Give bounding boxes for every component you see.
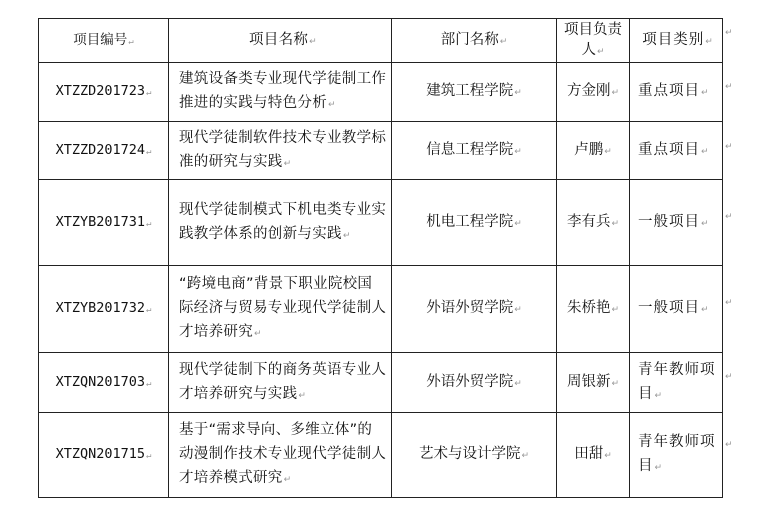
cell-name: “跨境电商”背景下职业院校国际经济与贸易专业现代学徒制人才培养研究↵ (169, 266, 392, 353)
row-end-mark: ↵ (725, 82, 733, 92)
cell-code: XTZZD201724↵ (39, 122, 169, 180)
header-code: 项目编号↵ (39, 19, 169, 63)
cell-name: 现代学徒制下的商务英语专业人才培养研究与实践↵ (169, 353, 392, 413)
cell-name: 现代学徒制软件技术专业教学标准的研究与实践↵ (169, 122, 392, 180)
cell-name: 基于“需求导向、多维立体”的动漫制作技术专业现代学徒制人才培养模式研究↵ (169, 413, 392, 498)
cell-code: XTZQN201715↵ (39, 413, 169, 498)
row-end-mark: ↵ (725, 372, 733, 382)
cell-dept: 建筑工程学院↵ (392, 63, 557, 122)
cell-lead: 卢鹏↵ (557, 122, 630, 180)
cell-type: 重点项目↵ (630, 122, 723, 180)
cell-code: XTZYB201731↵ (39, 180, 169, 266)
row-end-mark: ↵ (725, 142, 733, 152)
table-row (39, 353, 723, 413)
cell-dept: 机电工程学院↵ (392, 180, 557, 266)
cell-name: 现代学徒制模式下机电类专业实践教学体系的创新与实践↵ (169, 180, 392, 266)
cell-lead: 方金刚↵ (557, 63, 630, 122)
cell-code: XTZYB201732↵ (39, 266, 169, 353)
project-table (38, 18, 723, 498)
header-row (39, 19, 723, 63)
cell-dept: 外语外贸学院↵ (392, 266, 557, 353)
table-row (39, 413, 723, 498)
header-lead: 项目负责人↵ (557, 19, 630, 63)
cell-type: 青年教师项目↵ (630, 413, 723, 498)
cell-type: 一般项目↵ (630, 180, 723, 266)
cell-type: 青年教师项目↵ (630, 353, 723, 413)
cell-type: 重点项目↵ (630, 63, 723, 122)
row-end-mark: ↵ (725, 440, 733, 450)
cell-dept: 艺术与设计学院↵ (392, 413, 557, 498)
row-end-mark: ↵ (725, 298, 733, 308)
cell-lead: 朱桥艳↵ (557, 266, 630, 353)
table-row (39, 63, 723, 122)
header-dept: 部门名称↵ (392, 19, 557, 63)
row-end-mark: ↵ (725, 28, 733, 38)
cell-code: XTZQN201703↵ (39, 353, 169, 413)
cell-type: 一般项目↵ (630, 266, 723, 353)
cell-dept: 信息工程学院↵ (392, 122, 557, 180)
cell-lead: 田甜↵ (557, 413, 630, 498)
cell-dept: 外语外贸学院↵ (392, 353, 557, 413)
row-end-mark: ↵ (725, 212, 733, 222)
cell-lead: 周银新↵ (557, 353, 630, 413)
cell-lead: 李有兵↵ (557, 180, 630, 266)
header-name: 项目名称↵ (169, 19, 392, 63)
table-row (39, 122, 723, 180)
header-type: 项目类别↵ (630, 19, 723, 63)
cell-code: XTZZD201723↵ (39, 63, 169, 122)
table-row (39, 266, 723, 353)
table-row (39, 180, 723, 266)
cell-name: 建筑设备类专业现代学徒制工作推进的实践与特色分析↵ (169, 63, 392, 122)
